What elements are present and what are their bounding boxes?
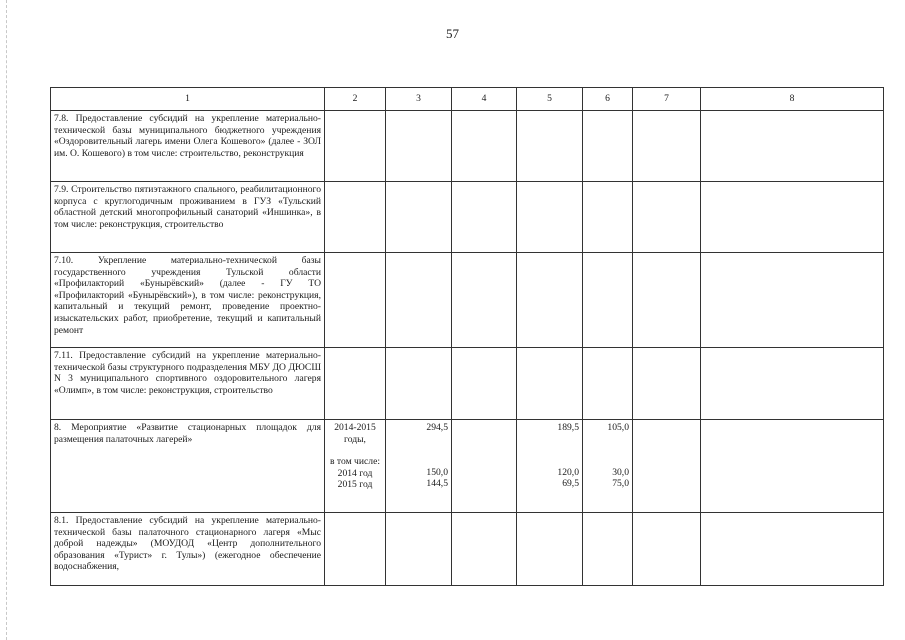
cell [701,348,884,420]
column-header: 8 [701,88,884,111]
period-cell [325,420,386,513]
column-header: 7 [633,88,701,111]
binding-margin-line [6,0,7,640]
amount-year: 120,0 [557,466,579,478]
cell [517,513,583,586]
period-note: в том числе: [329,456,380,468]
cell [583,253,633,348]
table-row [51,182,884,253]
cell [701,513,884,586]
cell [633,348,701,420]
amount-year: 75,0 [612,478,629,490]
table-row [51,111,884,182]
table-row [51,420,884,513]
amount-year: 69,5 [562,478,579,490]
cell [517,253,583,348]
cell [583,348,633,420]
cell [452,182,517,253]
period-range: 2014-2015 годы, [334,422,376,445]
cell [517,182,583,253]
amount-total: 189,5 [557,422,579,433]
cell [386,513,452,586]
page-number: 57 [446,26,459,41]
program-table [50,87,884,586]
row-description: 8. Мероприятие «Развитие стационарных площадок для размещения палаточных лагерей» [51,420,325,513]
cell [517,348,583,420]
row-description: 7.10. Укрепление материально-технической базы государственного учреждения Тульской области «Профилакторий «Бунырёвский» (далее - ГУ ТО «Профилакторий «Бунырёвский»), в том числе: реконструкция, капитальный и текущий ремонт, проведение проектно-изыскательских работ, приобретение, текущий и капитальный ремонт [51,253,325,348]
column-header: 5 [517,88,583,111]
amount-total: 105,0 [607,422,629,433]
cell [633,111,701,182]
period-year: 2015 год [337,479,373,491]
row-description: 7.11. Предоставление субсидий на укрепление материально-технической базы структурного подразделения МБУ ДО ДЮСШ N 3 муниципального спортивного оздоровительного лагеря «Олимп», в том числе: реконструкция, строительство [51,348,325,420]
cell [325,513,386,586]
table-row [51,513,884,586]
column-header: 6 [583,88,633,111]
cell [701,420,884,513]
cell [633,253,701,348]
amount-cell [583,420,633,513]
cell [386,111,452,182]
cell [325,111,386,182]
cell [452,253,517,348]
row-description: 8.1. Предоставление субсидий на укрепление материально-технической базы палаточного стационарного лагеря «Мыс доброй надежды» (МОУДОД «Центр дополнительного образования «Турист» г. Тулы») (ежегодное обеспечение водоснабжения, [51,513,325,586]
cell [583,513,633,586]
amount-total: 294,5 [426,422,448,433]
cell [452,348,517,420]
row-description: 7.9. Строительство пятиэтажного спального, реабилитационного корпуса с круглогодичным проживанием в ГУЗ «Тульский областной детский многопрофильный санаторий «Иншинка», в том числе: реконструкция, строительство [51,182,325,253]
column-number-row [51,88,884,111]
cell [701,182,884,253]
cell [452,111,517,182]
cell [386,253,452,348]
cell [583,182,633,253]
table-row [51,348,884,420]
cell [517,111,583,182]
cell [633,420,701,513]
amount-year: 30,0 [612,466,629,478]
cell [701,111,884,182]
period-year: 2014 год [337,467,373,479]
cell [325,182,386,253]
table-row [51,253,884,348]
amount-year: 150,0 [426,466,448,478]
row-description: 7.8. Предоставление субсидий на укрепление материально-технической базы муниципального бюджетного учреждения «Оздоровительный лагерь имени Олега Кошевого» (далее - ЗОЛ им. О. Кошевого) в том числе: строительство, реконструкция [51,111,325,182]
cell [325,348,386,420]
amount-cell [517,420,583,513]
cell [701,253,884,348]
cell [452,420,517,513]
cell [325,253,386,348]
column-header: 1 [51,88,325,111]
cell [633,513,701,586]
column-header: 2 [325,88,386,111]
cell [452,513,517,586]
cell [386,182,452,253]
cell [583,111,633,182]
amount-year: 144,5 [426,478,448,490]
column-header: 4 [452,88,517,111]
amount-cell [386,420,452,513]
column-header: 3 [386,88,452,111]
cell [633,182,701,253]
cell [386,348,452,420]
